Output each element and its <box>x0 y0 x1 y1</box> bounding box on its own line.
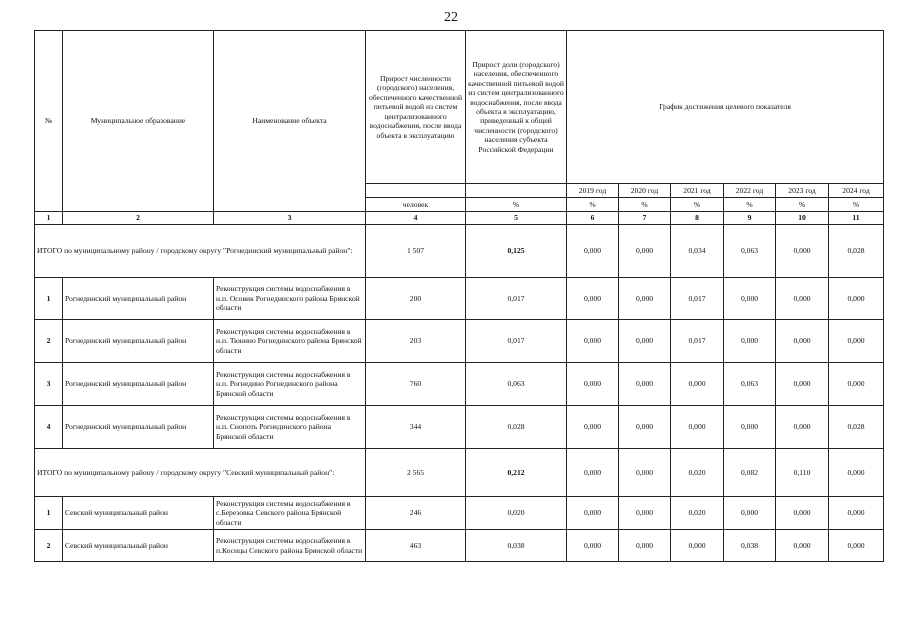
row-year-value: 0,063 <box>724 363 776 406</box>
row-year-value: 0,000 <box>671 530 724 562</box>
unit-percent: % <box>466 198 567 212</box>
header-year: 2022 год <box>724 184 776 198</box>
row-people: 463 <box>366 530 466 562</box>
header-year: 2023 год <box>776 184 829 198</box>
row-year-value: 0,017 <box>671 320 724 363</box>
row-people: 246 <box>366 497 466 530</box>
total-label: ИТОГО по муниципальному району / городскому округу "Рогнединский муниципальный район": <box>35 225 366 278</box>
row-object: Реконструкция системы водоснабжения в п.Косицы Севского района Брянской области <box>214 530 366 562</box>
row-year-value: 0,000 <box>724 497 776 530</box>
total-share: 0,212 <box>466 449 567 497</box>
header-object: Наименование объекта <box>214 31 366 212</box>
row-number: 1 <box>35 497 63 530</box>
header-pop-growth: Прирост численности (городского) населения, обеспеченного качественной питьевой водой из систем централизованного водоснабжения, после ввода объекта в эксплуатацию <box>366 31 466 184</box>
row-share: 0,017 <box>466 320 567 363</box>
total-year-value: 0,000 <box>619 225 671 278</box>
row-year-value: 0,000 <box>776 363 829 406</box>
table-row <box>35 278 884 320</box>
target-indicator-table <box>34 30 884 562</box>
total-people: 1 507 <box>366 225 466 278</box>
row-people: 760 <box>366 363 466 406</box>
row-share: 0,020 <box>466 497 567 530</box>
row-municipality: Рогнединский муниципальный район <box>63 406 214 449</box>
row-year-value: 0,000 <box>567 278 619 320</box>
row-year-value: 0,000 <box>619 363 671 406</box>
column-number: 5 <box>466 212 567 225</box>
row-year-value: 0,000 <box>619 406 671 449</box>
row-year-value: 0,000 <box>776 530 829 562</box>
row-number: 2 <box>35 530 63 562</box>
header-year: 2019 год <box>567 184 619 198</box>
row-year-value: 0,000 <box>829 530 884 562</box>
row-municipality: Рогнединский муниципальный район <box>63 320 214 363</box>
row-share: 0,038 <box>466 530 567 562</box>
total-year-value: 0,028 <box>829 225 884 278</box>
row-share: 0,028 <box>466 406 567 449</box>
row-people: 344 <box>366 406 466 449</box>
row-year-value: 0,000 <box>724 278 776 320</box>
row-year-value: 0,020 <box>671 497 724 530</box>
header-share-growth: Прирост доли (городского) населения, обеспеченного качественной питьевой водой из систем централизованного водоснабжения, после ввода объекта в эксплуатацию, приведенный к общей численности (городского) населения субъекта Российской Федерации <box>466 31 567 184</box>
row-year-value: 0,000 <box>776 278 829 320</box>
total-year-value: 0,020 <box>671 449 724 497</box>
table-row <box>35 497 884 530</box>
header-municipality: Муниципальное образование <box>63 31 214 212</box>
header-share-growth-cont <box>466 184 567 198</box>
column-number: 6 <box>567 212 619 225</box>
row-object: Реконструкция системы водоснабжения в н.п. Снопоть Рогнединского района Брянской области <box>214 406 366 449</box>
column-number: 10 <box>776 212 829 225</box>
row-municipality: Севский муниципальный район <box>63 497 214 530</box>
unit-year-percent: % <box>619 198 671 212</box>
row-year-value: 0,000 <box>829 278 884 320</box>
total-year-value: 0,082 <box>724 449 776 497</box>
total-row <box>35 449 884 497</box>
row-year-value: 0,000 <box>776 406 829 449</box>
header-year: 2024 год <box>829 184 884 198</box>
header-year: 2021 год <box>671 184 724 198</box>
row-year-value: 0,000 <box>619 278 671 320</box>
page-number: 22 <box>444 10 458 25</box>
row-year-value: 0,000 <box>829 497 884 530</box>
column-number: 3 <box>214 212 366 225</box>
row-year-value: 0,000 <box>724 320 776 363</box>
row-number: 3 <box>35 363 63 406</box>
total-year-value: 0,000 <box>776 225 829 278</box>
header-year: 2020 год <box>619 184 671 198</box>
row-year-value: 0,000 <box>671 406 724 449</box>
row-year-value: 0,000 <box>567 530 619 562</box>
row-share: 0,063 <box>466 363 567 406</box>
unit-year-percent: % <box>671 198 724 212</box>
table-body <box>35 31 884 562</box>
row-year-value: 0,000 <box>829 363 884 406</box>
table-row <box>35 320 884 363</box>
unit-people: человек <box>366 198 466 212</box>
total-year-value: 0,110 <box>776 449 829 497</box>
row-year-value: 0,000 <box>724 406 776 449</box>
row-year-value: 0,000 <box>671 363 724 406</box>
total-people: 2 565 <box>366 449 466 497</box>
row-year-value: 0,000 <box>567 363 619 406</box>
header-pop-growth-cont <box>366 184 466 198</box>
row-municipality: Севский муниципальный район <box>63 530 214 562</box>
column-numbers-row <box>35 212 884 225</box>
row-number: 2 <box>35 320 63 363</box>
total-year-value: 0,000 <box>619 449 671 497</box>
column-number: 7 <box>619 212 671 225</box>
table-row <box>35 363 884 406</box>
total-label: ИТОГО по муниципальному району / городскому округу "Севский муниципальный район": <box>35 449 366 497</box>
total-year-value: 0,063 <box>724 225 776 278</box>
row-municipality: Рогнединский муниципальный район <box>63 278 214 320</box>
row-people: 203 <box>366 320 466 363</box>
row-object: Реконструкция системы водоснабжения в с.Березовка Севского района Брянской области <box>214 497 366 530</box>
header-num: № <box>35 31 63 212</box>
column-number: 8 <box>671 212 724 225</box>
total-year-value: 0,000 <box>567 449 619 497</box>
row-people: 200 <box>366 278 466 320</box>
row-object: Реконструкция системы водоснабжения в н.п. Рогнедино Рогнединского района Брянской области <box>214 363 366 406</box>
column-number: 4 <box>366 212 466 225</box>
row-number: 4 <box>35 406 63 449</box>
header-schedule: График достижения целевого показателя <box>567 31 884 184</box>
total-year-value: 0,000 <box>829 449 884 497</box>
total-year-value: 0,034 <box>671 225 724 278</box>
row-year-value: 0,017 <box>671 278 724 320</box>
row-year-value: 0,000 <box>829 320 884 363</box>
total-row <box>35 225 884 278</box>
column-number: 11 <box>829 212 884 225</box>
column-number: 1 <box>35 212 63 225</box>
row-year-value: 0,000 <box>567 320 619 363</box>
row-year-value: 0,028 <box>829 406 884 449</box>
column-number: 9 <box>724 212 776 225</box>
row-year-value: 0,000 <box>619 530 671 562</box>
row-year-value: 0,000 <box>567 406 619 449</box>
table-row <box>35 530 884 562</box>
row-year-value: 0,000 <box>619 497 671 530</box>
row-municipality: Рогнединский муниципальный район <box>63 363 214 406</box>
row-number: 1 <box>35 278 63 320</box>
table-row <box>35 406 884 449</box>
row-year-value: 0,000 <box>776 497 829 530</box>
row-year-value: 0,000 <box>776 320 829 363</box>
unit-year-percent: % <box>829 198 884 212</box>
row-year-value: 0,000 <box>567 497 619 530</box>
unit-year-percent: % <box>724 198 776 212</box>
total-year-value: 0,000 <box>567 225 619 278</box>
header-row-main <box>35 31 884 184</box>
row-object: Реконструкция системы водоснабжения в н.п. Осовик Рогнединского района Брянской области <box>214 278 366 320</box>
column-number: 2 <box>63 212 214 225</box>
row-share: 0,017 <box>466 278 567 320</box>
row-object: Реконструкция системы водоснабжения в н.п. Тюнино Рогнединского района Брянской области <box>214 320 366 363</box>
row-year-value: 0,038 <box>724 530 776 562</box>
total-share: 0,125 <box>466 225 567 278</box>
unit-year-percent: % <box>567 198 619 212</box>
unit-year-percent: % <box>776 198 829 212</box>
row-year-value: 0,000 <box>619 320 671 363</box>
